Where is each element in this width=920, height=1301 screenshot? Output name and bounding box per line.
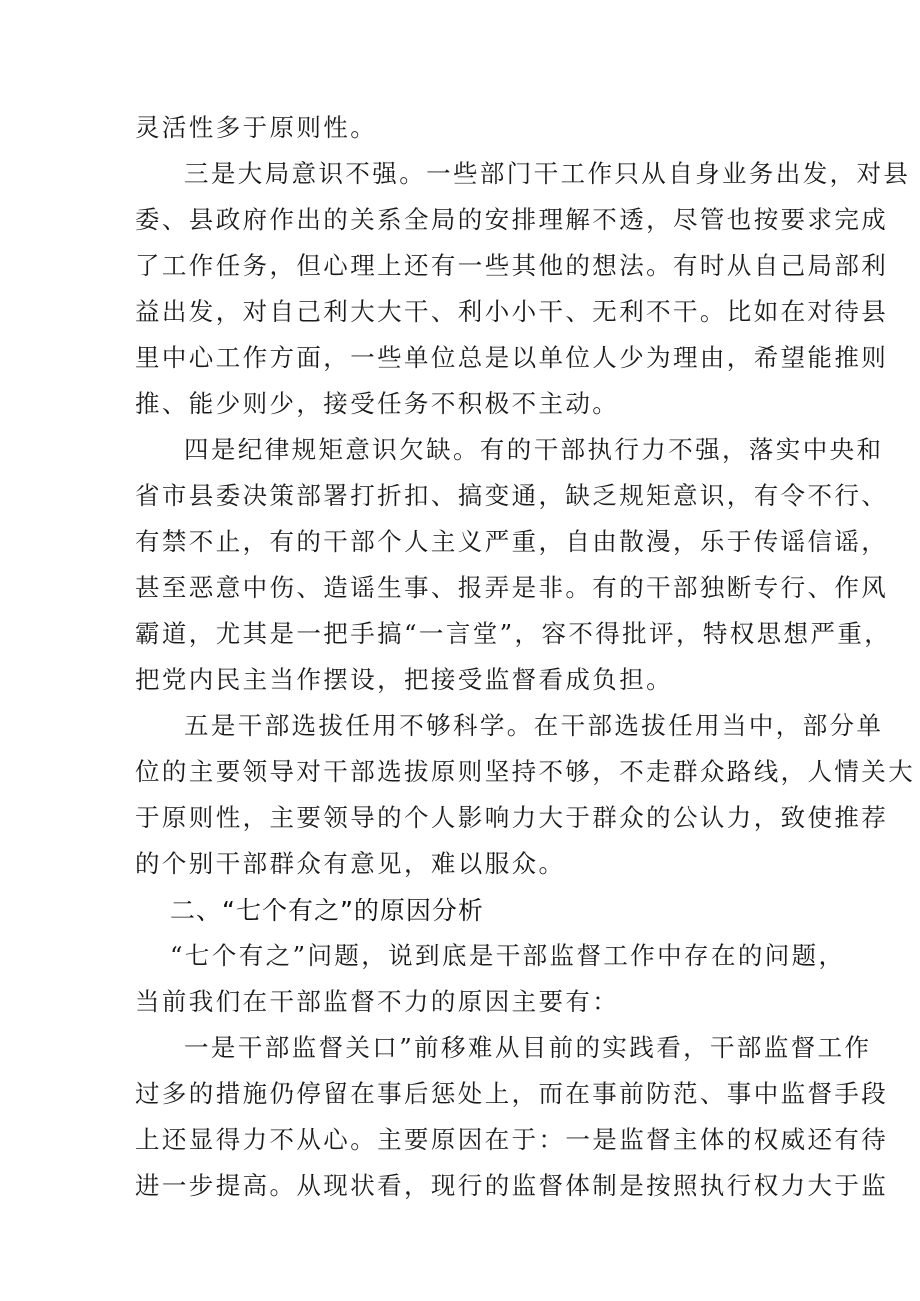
text-line-12: 霸道，尤其是一把手搞“一言堂”，容不得批评，特权思想严重， [135,619,892,648]
text-line-11: 甚至恶意中伤、造谣生事、报弄是非。有的干部独断专行、作风 [135,573,889,602]
paragraph-causes-line-1: “七个有之”问题，说到底是干部监督工作中存在的问题， [170,941,846,970]
text-line-5: 益出发，对自己利大大干、利小小干、无利不干。比如在对待县 [135,297,889,326]
text-line-10: 有禁不止，有的干部个人主义严重，自由散漫，乐于传谣信谣， [135,527,889,556]
text-line-1: 灵活性多于原则性。 [135,113,378,142]
text-line-4: 了工作任务，但心理上还有一些其他的想法。有时从自己局部利 [135,251,889,280]
text-line-3: 委、县政府作出的关系全局的安排理解不透，尽管也按要求完成 [135,205,889,234]
text-line-13: 把党内民主当作摆设，把接受监督看成负担。 [135,665,673,694]
text-line-22: 过多的措施仍停留在事后惩处上，而在事前防范、事中监督手段 [135,1079,889,1108]
paragraph-five-line-1: 五是干部选拔任用不够科学。在干部选拔任用当中，部分单 [184,711,884,740]
text-line-16: 于原则性，主要领导的个人影响力大于群众的公认力，致使推荐 [135,803,889,832]
paragraph-four-line-1: 四是纪律规矩意识欠缺。有的干部执行力不强，落实中央和 [184,435,884,464]
text-line-24: 进一步提高。从现状看，现行的监督体制是按照执行权力大于监 [135,1171,889,1200]
text-line-6: 里中心工作方面，一些单位总是以单位人少为理由，希望能推则 [135,343,889,372]
text-line-7: 推、能少则少，接受任务不积极不主动。 [135,389,620,418]
text-line-9: 省市县委决策部署打折扣、搞变通，缺乏规矩意识，有令不行、 [135,481,889,510]
text-line-15: 位的主要领导对干部选拔原则坚持不够，不走群众路线，人情关大 [135,757,916,786]
section-heading: 二、“七个有之”的原因分析 [170,896,484,925]
paragraph-three-line-1: 三是大局意识不强。一些部门干工作只从自身业务出发，对县 [184,159,911,188]
text-line-20: 当前我们在干部监督不力的原因主要有： [135,987,620,1016]
text-line-17: 的个别干部群众有意见，难以服众。 [135,849,566,878]
text-line-23: 上还显得力不从心。主要原因在于：一是监督主体的权威还有待 [135,1125,889,1154]
paragraph-one-line-1: 一是干部监督关口”前移难从目前的实践看，干部监督工作 [184,1033,872,1062]
